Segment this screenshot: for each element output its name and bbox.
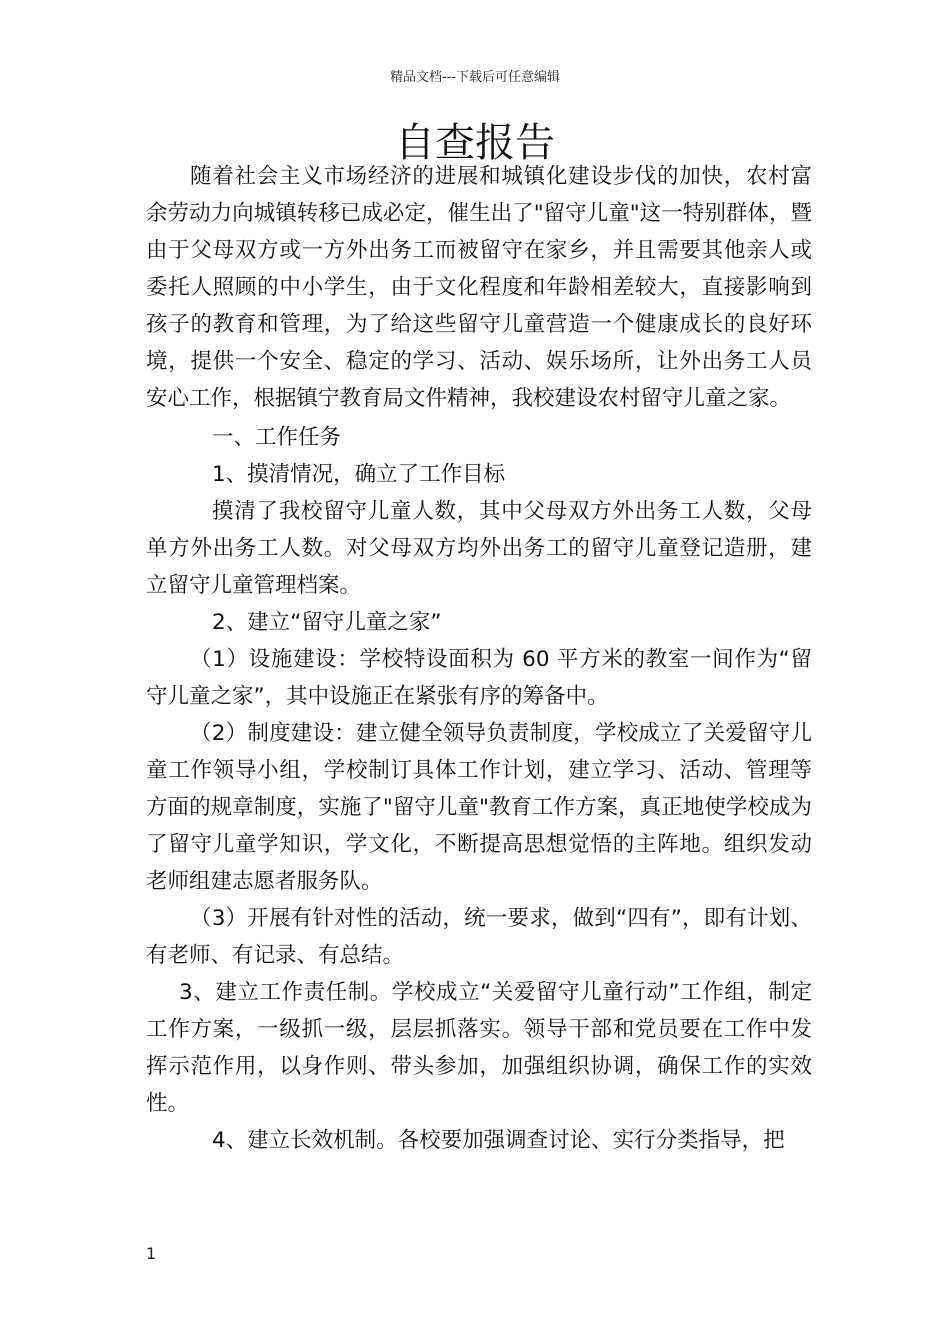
paragraph: 3、建立工作责任制。学校成立“关爱留守儿童行动”工作组，制定工作方案，一级抓一级，层层抓落实。领导干部和党员要在工作中发挥示范作用，以身作则、带头参加，加强组织协调，确保工作的实效性。 [146,980,812,1116]
page-header: 精品文档---下载后可任意编辑 [389,70,561,85]
paragraph: 随着社会主义市场经济的进展和城镇化建设步伐的加快，农村富余劳动力向城镇转移已成必定，催生出了"留守儿童"这一特别群体，暨由于父母双方或一方外出务工而被留守在家乡，并且需要其他亲人或委托人照顾的中小学生，由于文化程度和年龄相差较大，直接影响到孩子的教育和管理，为了给这些留守儿童营造一个健康成长的良好环境，提供一个安全、稳定的学习、活动、娱乐场所，让外出务工人员安心工作，根据镇宁教育局文件精神，我校建设农村留守儿童之家。 [146,164,812,411]
paragraph: （1）设施建设：学校特设面积为 60 平方米的教室一间作为“留守儿童之家”，其中设施正在紧张有序的筹备中。 [146,647,812,709]
page-number: 1 [146,1244,157,1263]
subsection-heading: 2、建立“留守儿童之家” [212,610,442,635]
paragraph: 摸清了我校留守儿童人数，其中父母双方外出务工人数，父母单方外出务工人数。对父母双方均外出务工的留守儿童登记造册，建立留守儿童管理档案。 [146,499,812,598]
section-heading: 一、工作任务 [212,425,342,450]
subsection-heading: 1、摸清情况，确立了工作目标 [212,462,506,487]
paragraph: （3）开展有针对性的活动，统一要求，做到“四有”，即有计划、有老师、有记录、有总结。 [146,906,812,968]
document-body [146,158,812,1159]
paragraph: （2）制度建设：建立健全领导负责制度，学校成立了关爱留守儿童工作领导小组，学校制订具体工作计划，建立学习、活动、管理等方面的规章制度，实施了"留守儿童"教育工作方案，真正地使学校成为了留守儿童学知识，学文化，不断提高思想觉悟的主阵地。组织发动老师组建志愿者服务队。 [146,721,812,894]
document-title: 自查报告 [395,120,555,166]
paragraph: 4、建立长效机制。各校要加强调查讨论、实行分类指导，把 [212,1128,785,1153]
